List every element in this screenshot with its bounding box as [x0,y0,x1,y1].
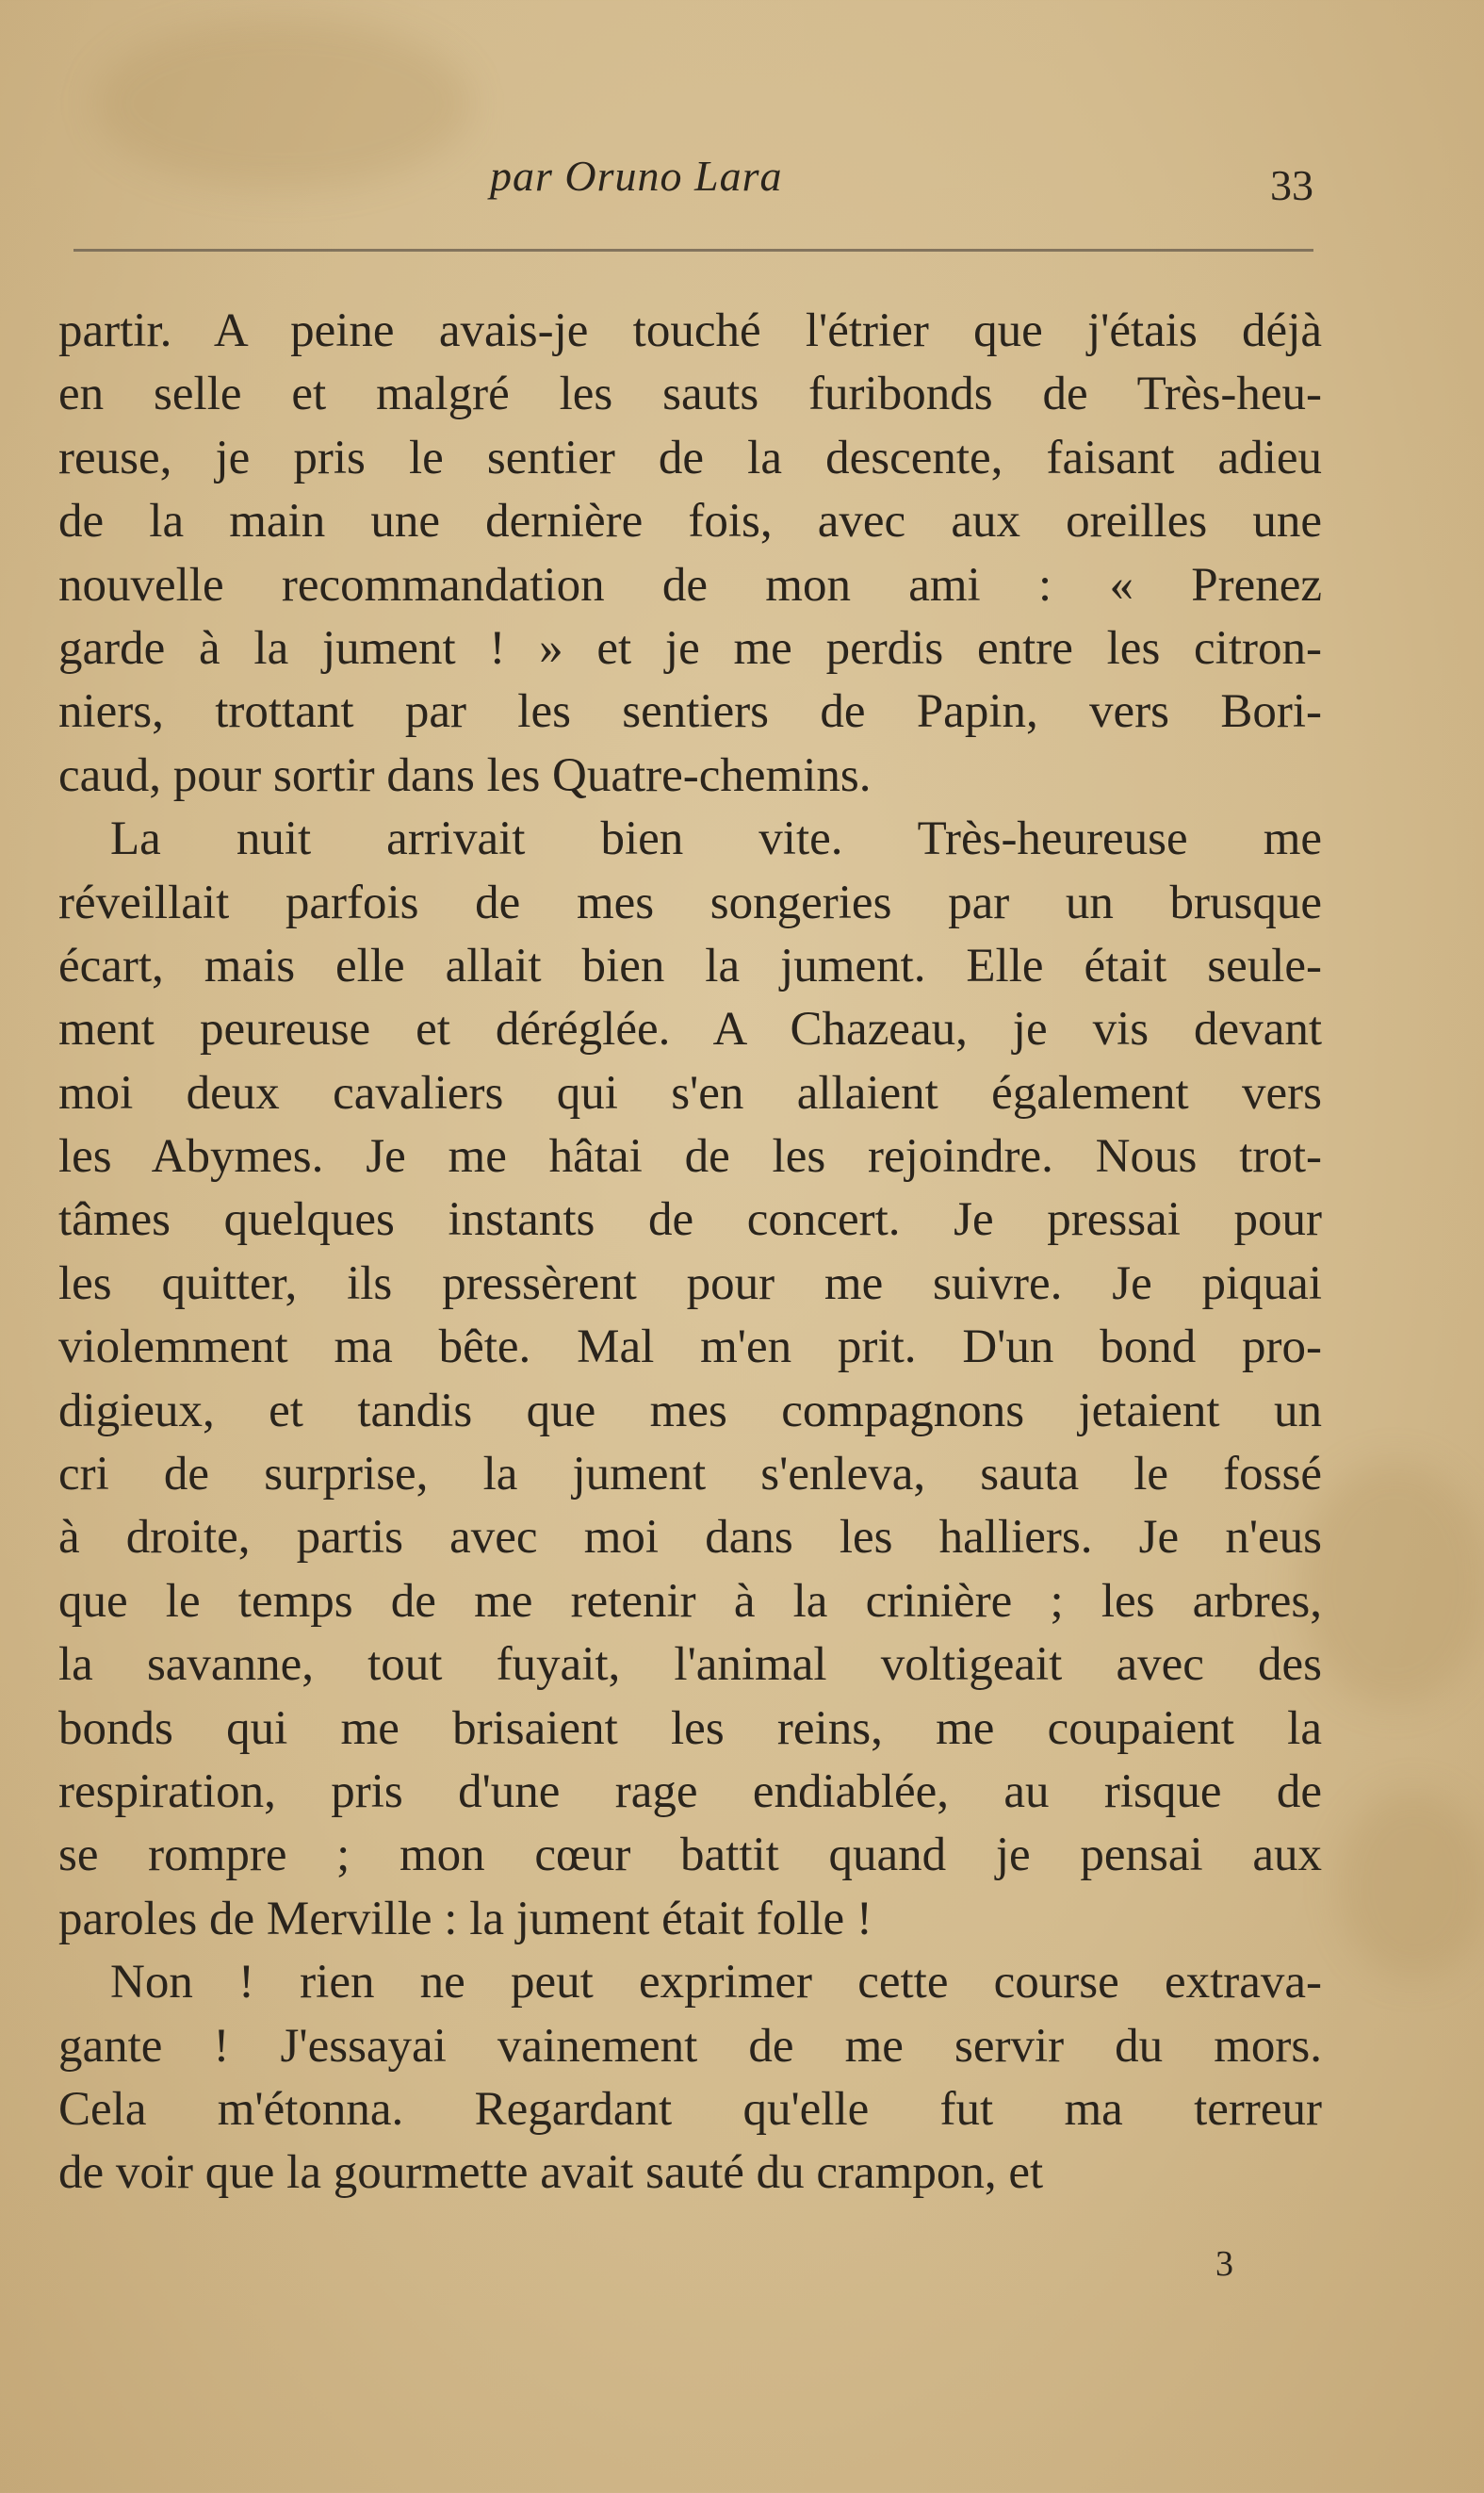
text-line: respiration, pris d'une rage endiablée, au risque de [58,1764,1322,1818]
text-line: en selle et malgré les sauts furibonds de Très-heu- [58,368,1322,421]
text-line: à droite, partis avec moi dans les halliers. Je n'eus [58,1511,1322,1565]
text-line: garde à la jument ! » et je me perdis entre les citron- [58,621,1322,675]
text-line: de la main une dernière fois, avec aux oreilles une [58,495,1322,549]
text-line: ment peureuse et déréglée. A Chazeau, je vis devant [58,1003,1322,1057]
text-line: La nuit arrivait bien vite. Très-heureuse me [110,812,1322,866]
page-number: 33 [1270,161,1313,209]
text-line: Non ! rien ne peut exprimer cette course extrava- [110,1956,1322,2009]
text-line: cri de surprise, la jument s'enleva, sauta le fossé [58,1448,1322,1501]
text-line: se rompre ; mon cœur battit quand je pensai aux [58,1829,1322,1882]
text-line: caud, pour sortir dans les Quatre-chemins. [58,748,872,802]
text-line: paroles de Merville : la jument était folle ! [58,1892,872,1945]
text-line: partir. A peine avais-je touché l'étrier que j'étais déjà [58,304,1322,357]
text-line: les quitter, ils pressèrent pour me suivre. Je piquai [58,1256,1322,1310]
text-line: Cela m'étonna. Regardant qu'elle fut ma terreur [58,2082,1322,2136]
header-rule [73,249,1313,252]
text-line: la savanne, tout fuyait, l'animal voltigeait avec des [58,1638,1322,1692]
text-line: réveillait parfois de mes songeries par un brusque [58,876,1322,929]
text-line: que le temps de me retenir à la crinière ; les arbres, [58,1574,1322,1628]
running-head [0,151,1484,217]
text-line: digieux, et tandis que mes compagnons jetaient un [58,1384,1322,1437]
text-line: gante ! J'essayai vainement de me servir du mors. [58,2019,1322,2073]
running-head-title: par Oruno Lara [490,152,783,200]
text-line: tâmes quelques instants de concert. Je pressai pour [58,1193,1322,1247]
paper-stain [1300,1461,1484,1706]
text-line: écart, mais elle allait bien la jument. Elle était seule- [58,939,1322,992]
paper-stain [1338,1791,1484,1979]
text-line: bonds qui me brisaient les reins, me coupaient la [58,1701,1322,1755]
signature-mark: 3 [1215,2244,1233,2284]
text-line: reuse, je pris le sentier de la descente, faisant adieu [58,431,1322,484]
text-line: violemment ma bête. Mal m'en prit. D'un bond pro- [58,1320,1322,1374]
text-line: moi deux cavaliers qui s'en allaient également vers [58,1066,1322,1120]
text-line: niers, trottant par les sentiers de Papin, vers Bori- [58,685,1322,739]
text-line: de voir que la gourmette avait sauté du crampon, et [58,2146,1044,2200]
body-text [58,300,1322,2206]
text-line: nouvelle recommandation de mon ami : « Prenez [58,558,1322,612]
text-line: les Abymes. Je me hâtai de les rejoindre. Nous trot- [58,1130,1322,1184]
